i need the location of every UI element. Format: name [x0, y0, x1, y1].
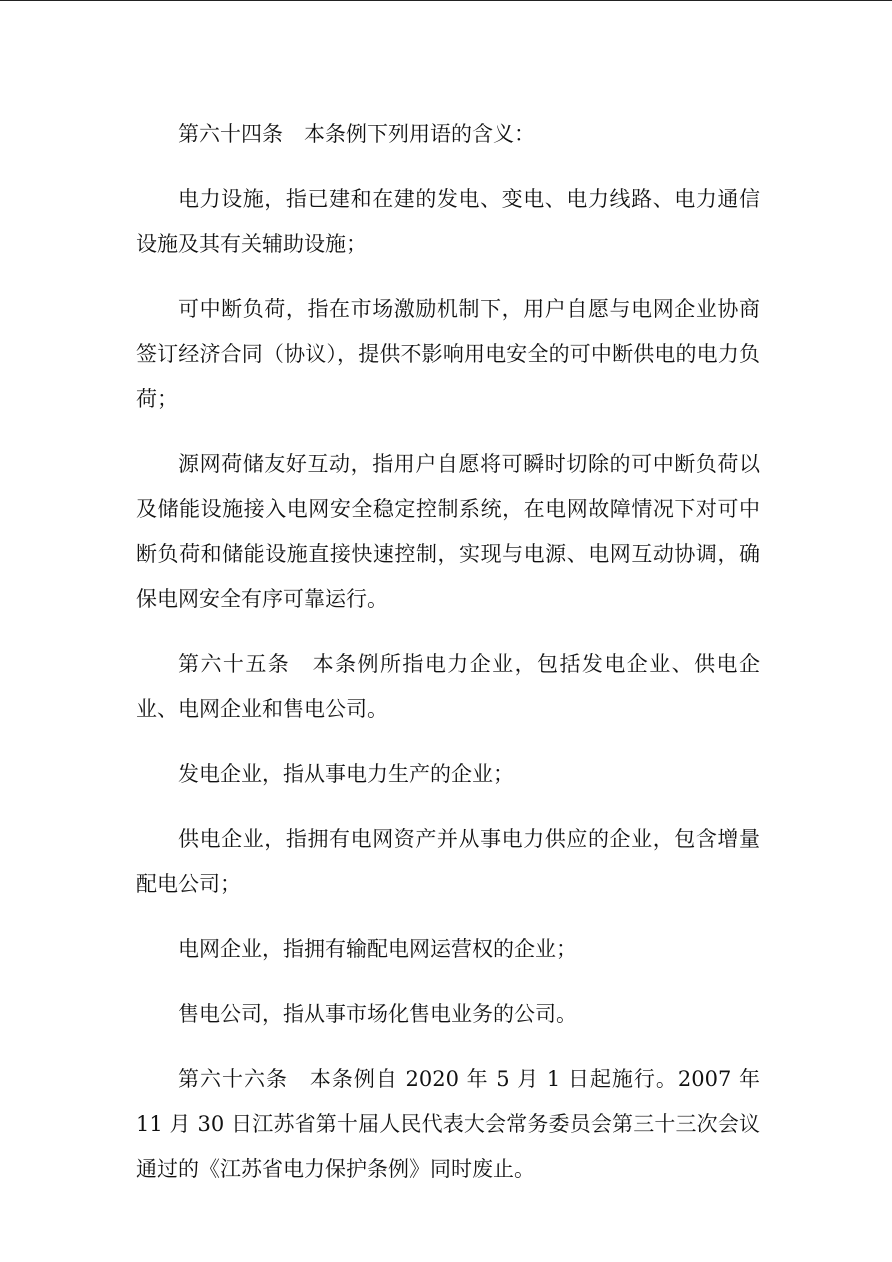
definition-interruptible-load: 可中断负荷，指在市场激励机制下，用户自愿与电网企业协商签订经济合同（协议），提供不影响用电安全的可中断供电的电力负荷； — [136, 297, 760, 411]
article-64-heading: 第六十四条 本条例下列用语的含义： — [178, 122, 535, 146]
definition-power-supply-enterprise: 供电企业，指拥有电网资产并从事电力供应的企业，包含增量配电公司； — [136, 827, 760, 896]
definition-power-generation-enterprise: 发电企业，指从事电力生产的企业； — [178, 762, 514, 786]
definition-source-grid-load-storage: 源网荷储友好互动，指用户自愿将可瞬时切除的可中断负荷以及储能设施接入电网安全稳定控制系统，在电网故障情况下对可中断负荷和储能设施直接快速控制，实现与电源、电网互动协调，确保电网安全有序可靠运行。 — [136, 452, 760, 611]
document-body — [136, 112, 760, 1212]
article-66: 第六十六条 本条例自 2020 年 5 月 1 日起施行。2007 年 11 月 30 日江苏省第十届人民代表大会常务委员会第三十三次会议通过的《江苏省电力保护条例》同时废止。 — [136, 1067, 760, 1181]
definition-power-facilities: 电力设施，指已建和在建的发电、变电、电力线路、电力通信设施及其有关辅助设施； — [136, 187, 760, 256]
definition-electricity-sales-company: 售电公司，指从事市场化售电业务的公司。 — [178, 1002, 577, 1026]
definition-grid-enterprise: 电网企业，指拥有输配电网运营权的企业； — [178, 937, 577, 961]
article-65: 第六十五条 本条例所指电力企业，包括发电企业、供电企业、电网企业和售电公司。 — [136, 652, 760, 721]
